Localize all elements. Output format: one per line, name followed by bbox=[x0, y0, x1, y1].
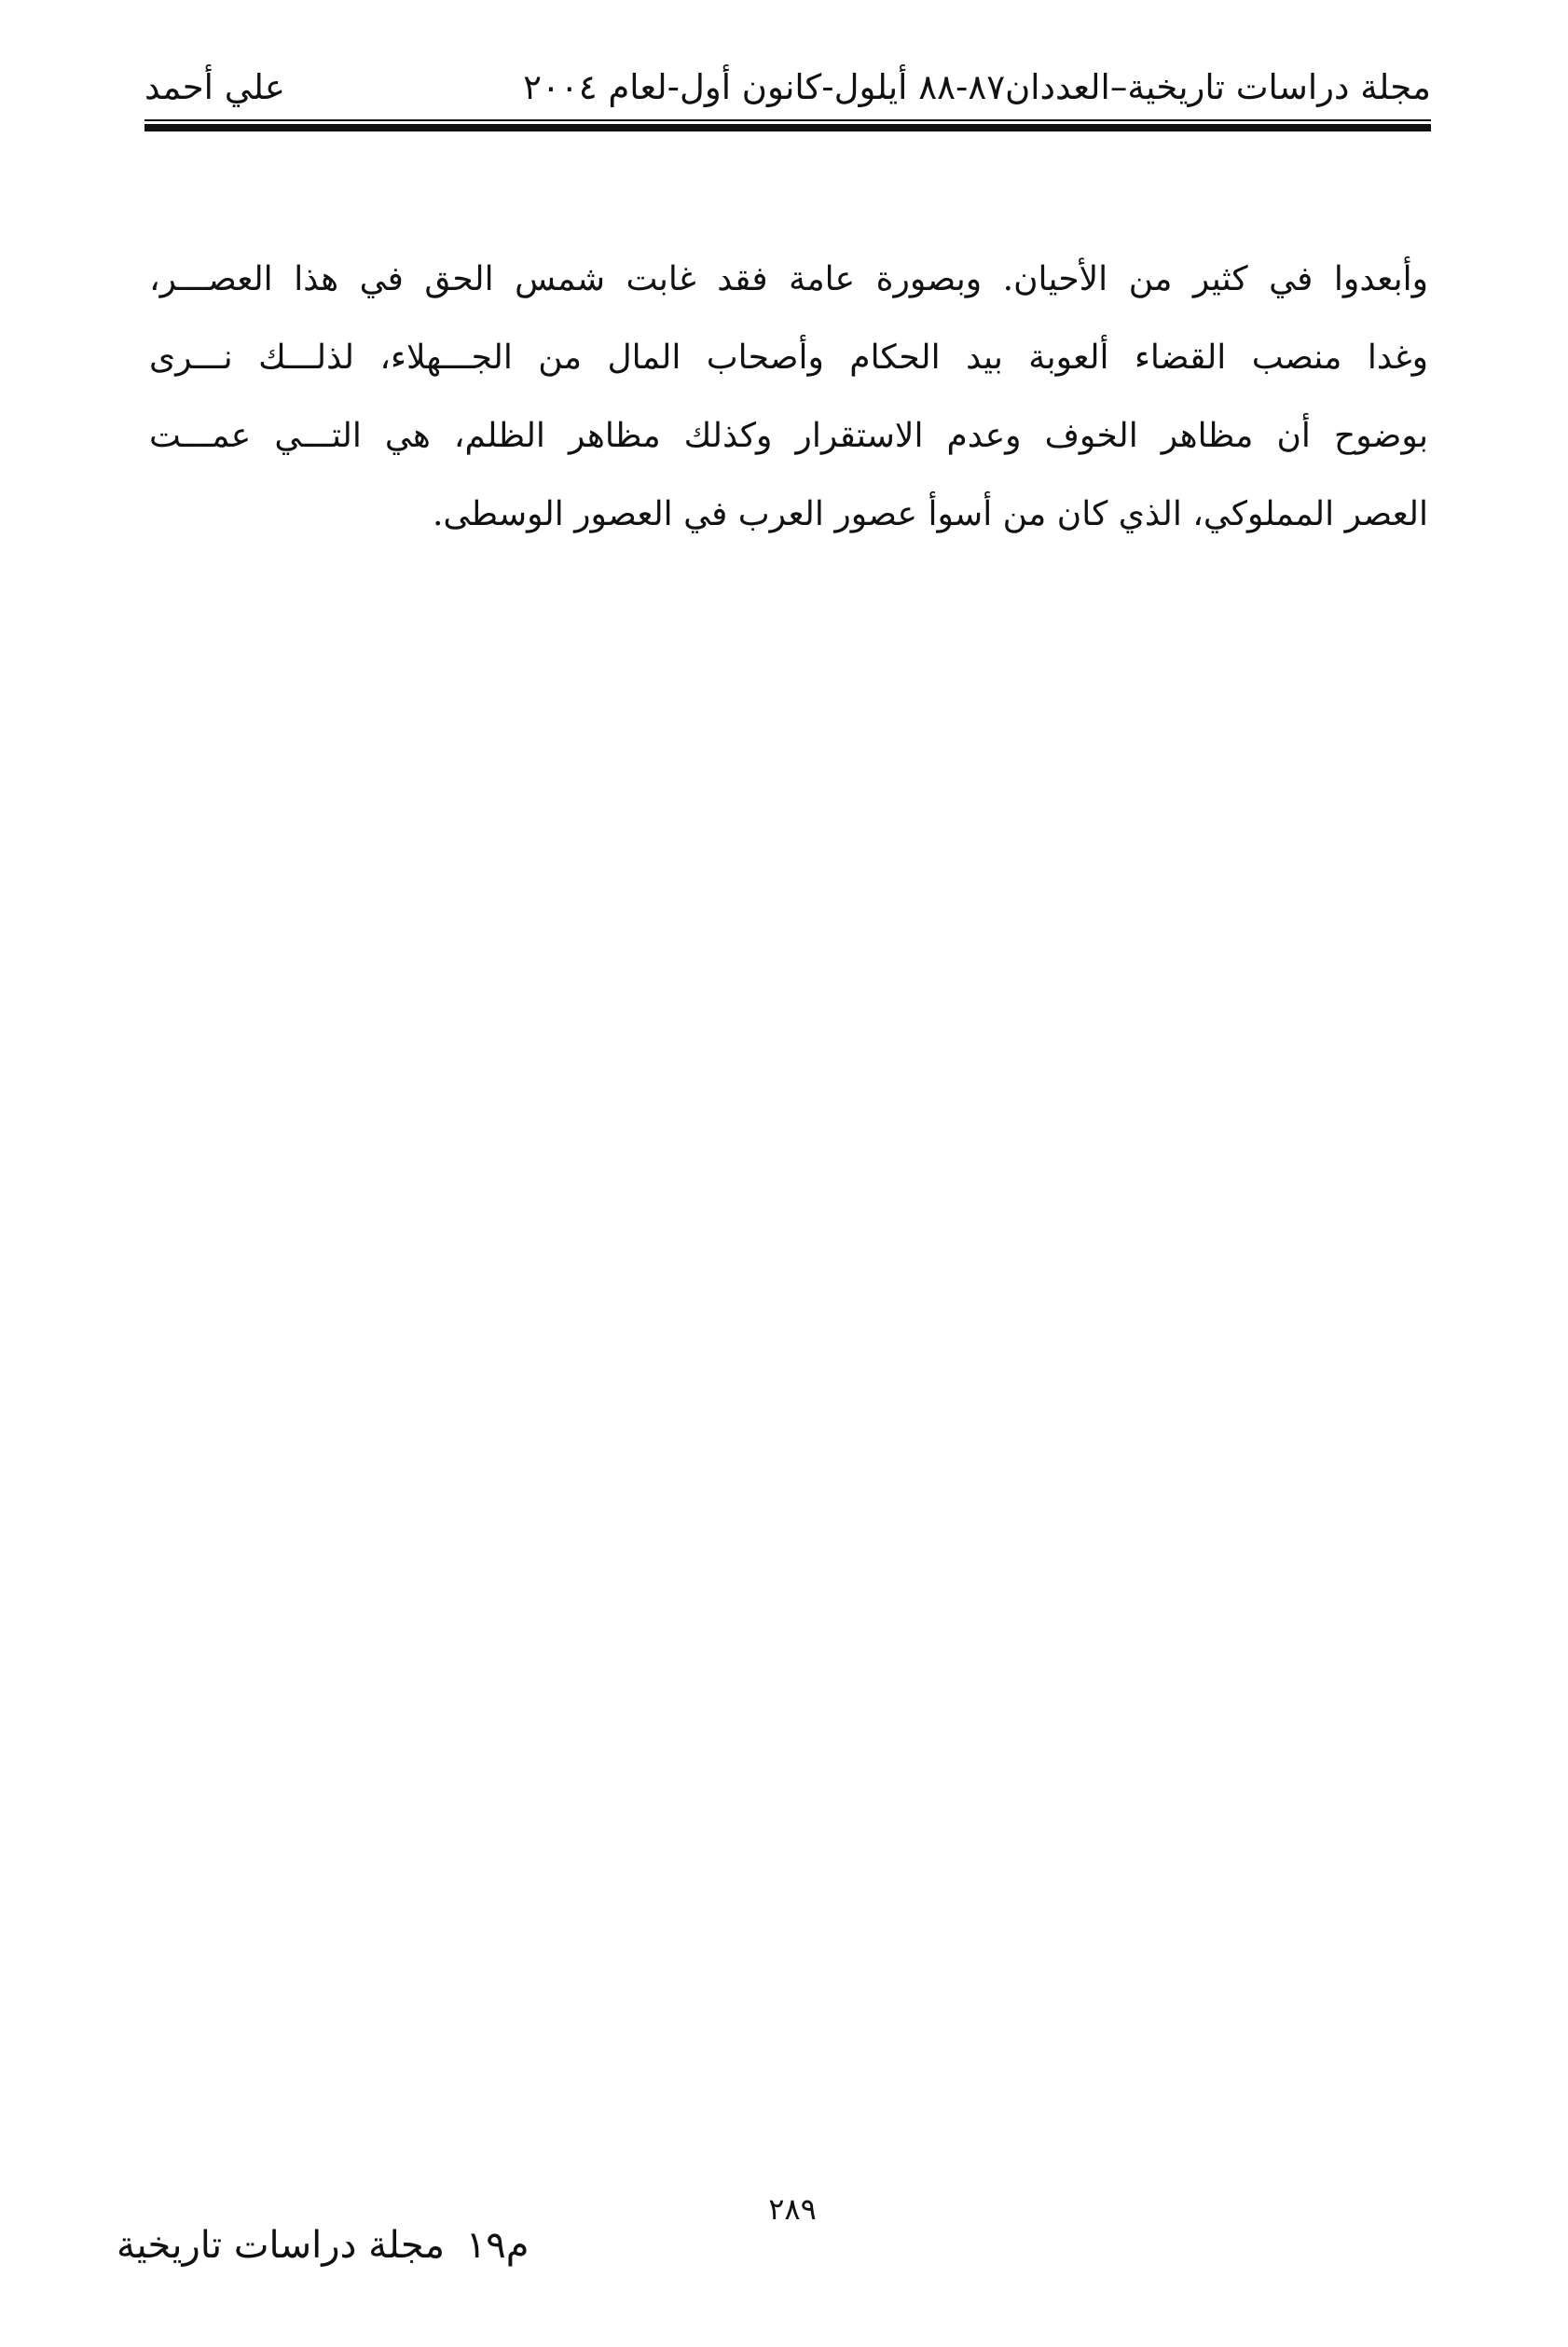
running-header bbox=[144, 56, 1431, 112]
body-paragraph bbox=[149, 241, 1428, 554]
signature-title: مجلة دراسات تاريخية bbox=[117, 2224, 446, 2267]
signature-mark: م١٩ bbox=[465, 2224, 530, 2267]
journal-issue-title: مجلة دراسات تاريخية–العددان٨٧-٨٨ أيلول-كانون أول-لعام ٢٠٠٤ bbox=[523, 67, 1431, 107]
body-line: بوضوح أن مظاهر الخوف وعدم الاستقرار وكذلك مظاهر الظلم، هي التـــي عمـــت bbox=[149, 417, 1428, 455]
footer-signature bbox=[117, 2224, 530, 2267]
author-name: علي أحمد bbox=[144, 67, 285, 107]
page-number: ٢٨٩ bbox=[768, 2191, 817, 2227]
header-rule-thick bbox=[144, 124, 1431, 131]
body-line: وغدا منصب القضاء ألعوبة بيد الحكام وأصحاب المال من الجـــهلاء، لذلـــك نـــرى bbox=[149, 338, 1428, 377]
body-line: وأبعدوا في كثير من الأحيان. وبصورة عامة فقد غابت شمس الحق في هذا العصـــر، bbox=[149, 260, 1428, 298]
body-line: العصر المملوكي، الذي كان من أسوأ عصور العرب في العصور الوسطى. bbox=[432, 495, 1428, 533]
header-rule-thin bbox=[144, 119, 1431, 121]
